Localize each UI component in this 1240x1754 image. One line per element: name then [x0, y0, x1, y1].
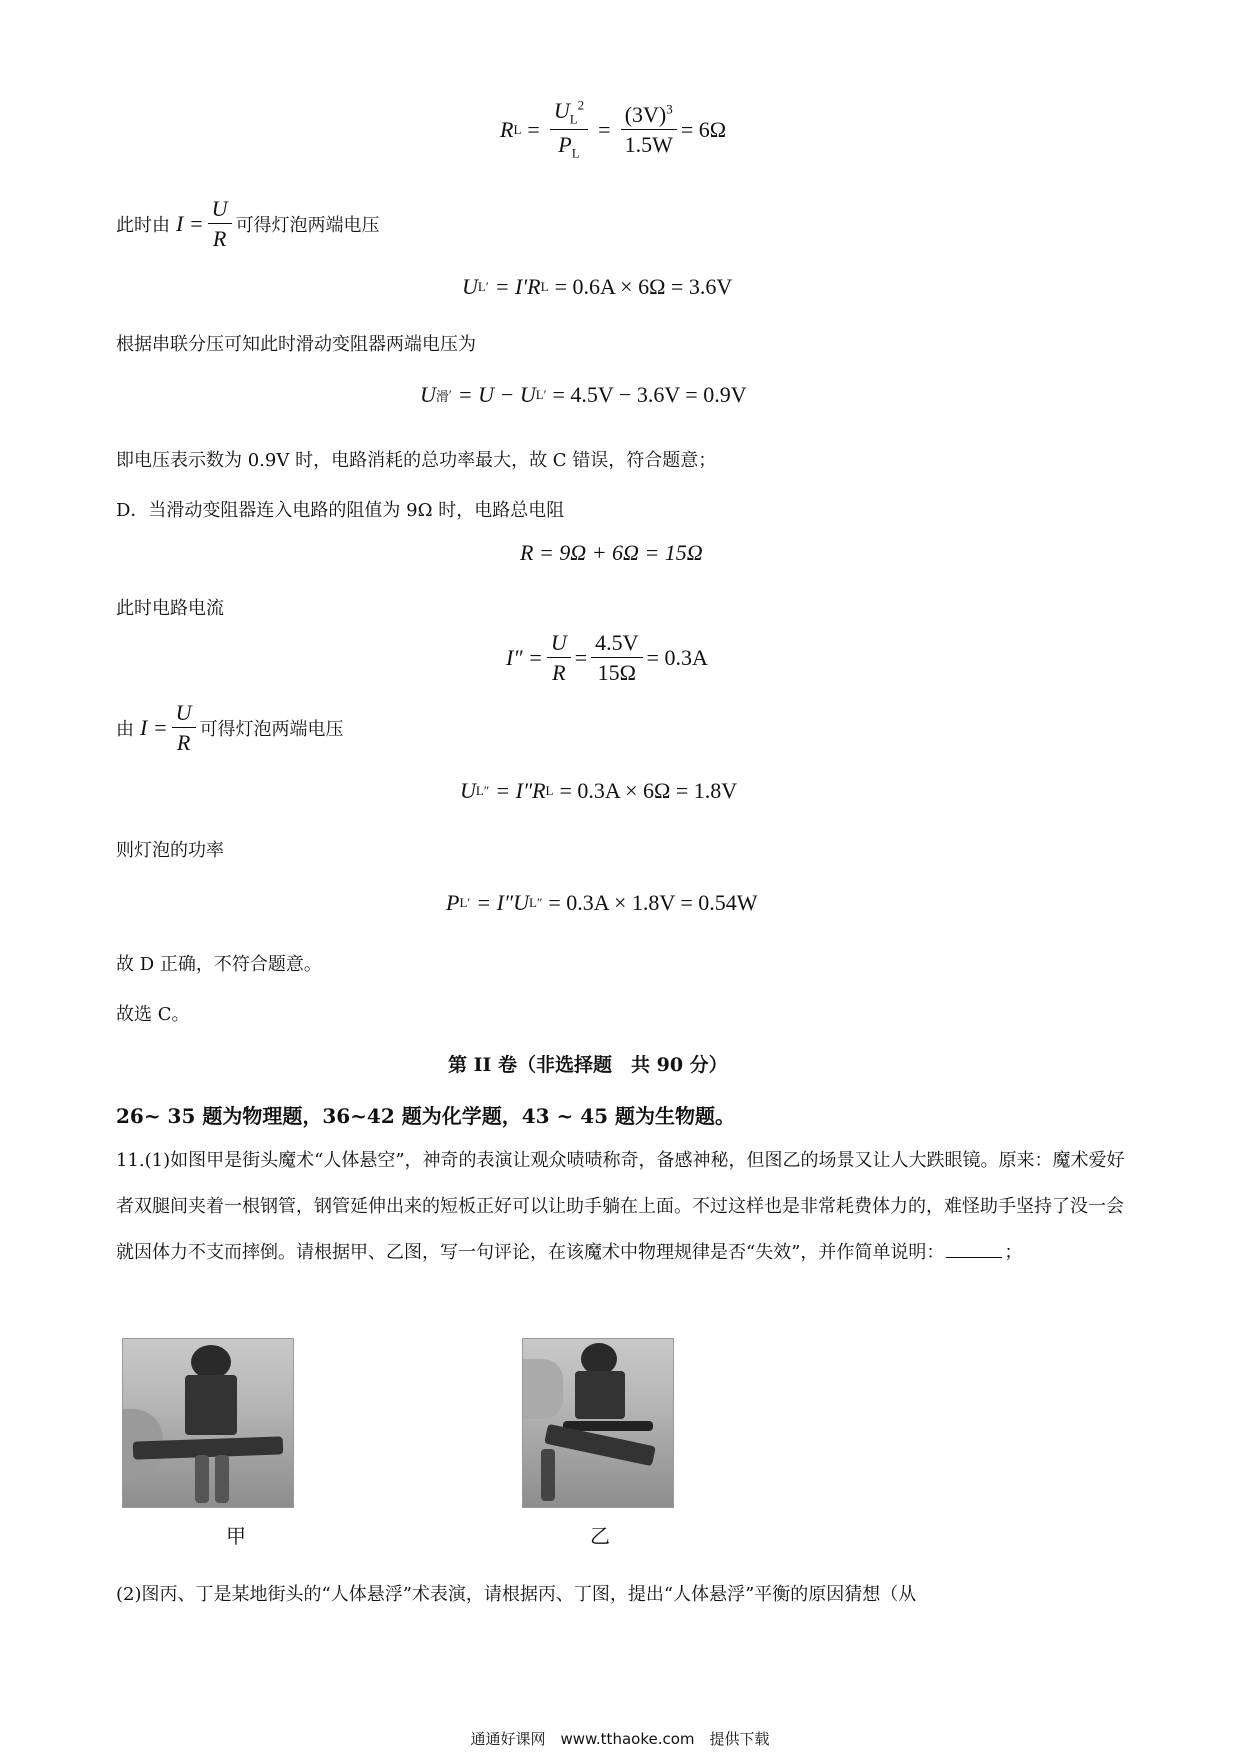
text-pre: 此时由: [116, 214, 170, 236]
equation-lamp-power: P L ′ = I″U L ″ = 0.3A × 1.8V = 0.54W: [446, 890, 758, 915]
text-line-2: 根据串联分压可知此时滑动变阻器两端电压为: [116, 334, 476, 355]
sub-hua: 滑: [435, 389, 449, 405]
text-line-8: 故 D 正确，不符合题意。: [116, 954, 322, 975]
frac2-den: 1.5W: [624, 132, 673, 158]
eq-uhua-rest: = 4.5V − 3.6V = 0.9V: [552, 382, 747, 407]
page-footer: 通通好课网 www.tthaoke.com 提供下载: [470, 1730, 770, 1748]
eq-i2-result: = 0.3A: [646, 644, 708, 670]
eq-ul1-mid: = I′R: [494, 274, 541, 299]
fraction-4-5v-15: [591, 630, 642, 686]
equation-lamp-voltage-1: U L ′ = I′R L = 0.6A × 6Ω = 3.6V: [462, 274, 733, 299]
text-line-9: 故选 C。: [116, 1004, 190, 1025]
text6-post: 可得灯泡两端电压: [199, 718, 344, 740]
text-line-6: [116, 700, 344, 756]
eq-ul2-mid: = I″R: [495, 778, 546, 803]
frac-num-sub: L: [569, 111, 578, 127]
equation-current: I″ = $\frac{U}{R}$ = $\frac{4.5V}{15\Omega}$ = 0.3A: [506, 630, 708, 686]
frac-den-sub: L: [571, 145, 580, 161]
eq-uhua-mid: = U − U: [457, 382, 536, 407]
photo-yi: [522, 1338, 674, 1508]
q11-p1-text: 11.(1)如图甲是街头魔术“人体悬空”，神奇的表演让观众啧啧称奇，备感神秘，但图乙的场景又让人大跌眼镜。原来：魔术爱好者双腿间夹着一根钢管，钢管延伸出来的短板正好可以让助手躺在上面。不过这样也是非常耗费体力的，难怪助手坚持了没一会就因体力不支而摔倒。请根据甲、乙图，写一句评论，在该魔术中物理规律是否“失效”，并作简单说明：: [116, 1150, 1125, 1263]
text-line-1: [116, 196, 380, 252]
eq-lhs-sub: L: [513, 121, 522, 137]
question-11-part-2: (2)图丙、丁是某地街头的“人体悬浮”术表演，请根据丙、丁图，提出“人体悬浮”平衡的原因猜想（从: [116, 1584, 917, 1605]
q11-p1-end: ；: [1004, 1242, 1023, 1263]
frac-den: P: [558, 132, 572, 158]
eq-result: = 6Ω: [680, 116, 727, 142]
text-line-3: 即电压表示数为 0.9V 时，电路消耗的总功率最大，故 C 错误，符合题意；: [116, 450, 717, 471]
fraction-u-r-2: [547, 630, 571, 686]
section-title: 第 II 卷（非选择题 共 90 分）: [448, 1054, 728, 1076]
fraction-3v-1-5w: [621, 102, 677, 158]
frac2-num-sup: 3: [666, 101, 673, 117]
equation-rheostat-voltage: U 滑 ′ = U − U L ′ = 4.5V − 3.6V = 0.9V: [420, 382, 747, 407]
text-line-7: 则灯泡的功率: [116, 840, 224, 861]
text6-pre: 由: [116, 718, 134, 740]
eq-pl-mid: = I″U: [476, 890, 529, 915]
frac-num: U: [553, 98, 570, 123]
eq-ul1-rest: = 0.6A × 6Ω = 3.6V: [554, 274, 733, 299]
frac-r3: R: [176, 730, 191, 756]
equation-total-resistance: R = 9Ω + 6Ω = 15Ω: [520, 540, 703, 565]
caption-yi: 乙: [590, 1524, 610, 1548]
fraction-ul2-pl: [550, 98, 588, 162]
text-line-4: D．当滑动变阻器连入电路的阻值为 9Ω 时，电路总电阻: [116, 500, 565, 521]
frac-r2: R: [552, 660, 566, 686]
frac-u: U: [208, 196, 232, 224]
fraction-u-r: [208, 196, 232, 252]
eq-i2-lhs: I″ =: [506, 644, 543, 670]
frac-45v: 4.5V: [591, 630, 642, 658]
frac-r: R: [212, 226, 227, 252]
caption-jia: 甲: [226, 1524, 246, 1548]
answer-blank[interactable]: [946, 1257, 1002, 1258]
equation-lamp-voltage-2: U L ″ = I″R L = 0.3A × 6Ω = 1.8V: [460, 778, 738, 803]
fraction-u-r-3: [172, 700, 196, 756]
equation-lamp-resistance: R L = $\frac{U_L^2}{P_L}$ = $\frac{(3V)^3}{1.5W}$ = 6Ω: [500, 97, 727, 161]
text-post: 可得灯泡两端电压: [235, 214, 380, 236]
frac-u2: U: [547, 630, 571, 658]
frac-num-sup: 2: [577, 97, 585, 113]
ohm-lhs-2: I =: [140, 714, 168, 740]
eq-pl-rest: = 0.3A × 1.8V = 0.54W: [548, 890, 758, 915]
photo-jia: [122, 1338, 294, 1508]
section-note: 26~ 35 题为物理题，36~42 题为化学题，43 ~ 45 题为生物题。: [116, 1104, 736, 1128]
eq-lhs: R: [500, 116, 514, 142]
question-11-part-1: [116, 1138, 1126, 1276]
eq-ul2-rest: = 0.3A × 6Ω = 1.8V: [559, 778, 738, 803]
frac-u3: U: [172, 700, 196, 728]
frac2-num: (3V): [624, 102, 667, 128]
text-line-5: 此时电路电流: [116, 598, 224, 619]
ohm-lhs: I =: [176, 210, 204, 236]
frac-15ohm: 15Ω: [597, 660, 637, 686]
